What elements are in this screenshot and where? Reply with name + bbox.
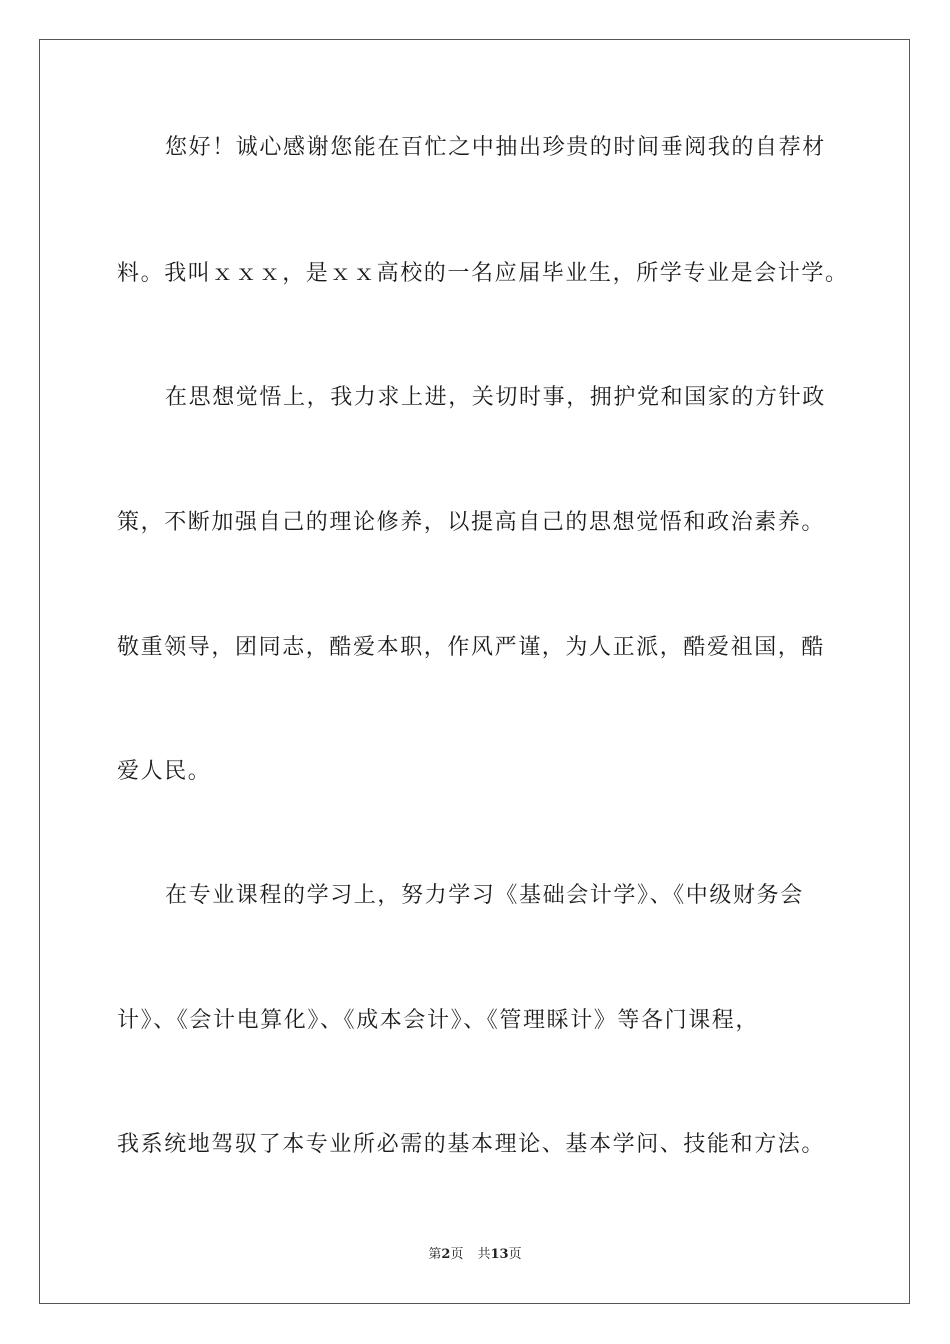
body-line-7: 在专业课程的学习上，努力学习《基础会计学》、《中级财务会 — [165, 883, 804, 908]
total-suffix: 页 — [508, 1247, 522, 1262]
body-line-2: 料。我叫ｘｘｘ，是ｘｘ高校的一名应届毕业生，所学专业是会计学。 — [117, 261, 849, 286]
body-line-9: 我系统地驾驭了本专业所必需的基本理论、基本学问、技能和方法。 — [117, 1132, 826, 1157]
body-line-6: 爱人民。 — [117, 759, 212, 784]
page-suffix: 页 — [450, 1247, 464, 1262]
page-number: 2 — [441, 1247, 451, 1262]
body-line-4: 策，不断加强自己的理论修养，以提高自己的思想觉悟和政治素养。 — [117, 510, 826, 535]
total-prefix: 共 — [477, 1247, 491, 1262]
page-footer — [0, 1246, 950, 1264]
body-line-3: 在思想觉悟上，我力求上进，关切时事，拥护党和国家的方针政 — [165, 385, 826, 410]
body-line-1: 您好！诚心感谢您能在百忙之中抽出珍贵的时间垂阅我的自荐材 — [165, 135, 826, 160]
page-border — [39, 39, 910, 1304]
page-prefix: 第 — [428, 1247, 442, 1262]
total-pages: 13 — [490, 1247, 509, 1262]
body-line-5: 敬重领导，团同志，酷爱本职，作风严谨，为人正派，酷爱祖国，酷 — [117, 635, 826, 660]
body-line-8: 计》、《会计电算化》、《成本会计》、《管理睬计》等各门课程， — [117, 1008, 760, 1033]
